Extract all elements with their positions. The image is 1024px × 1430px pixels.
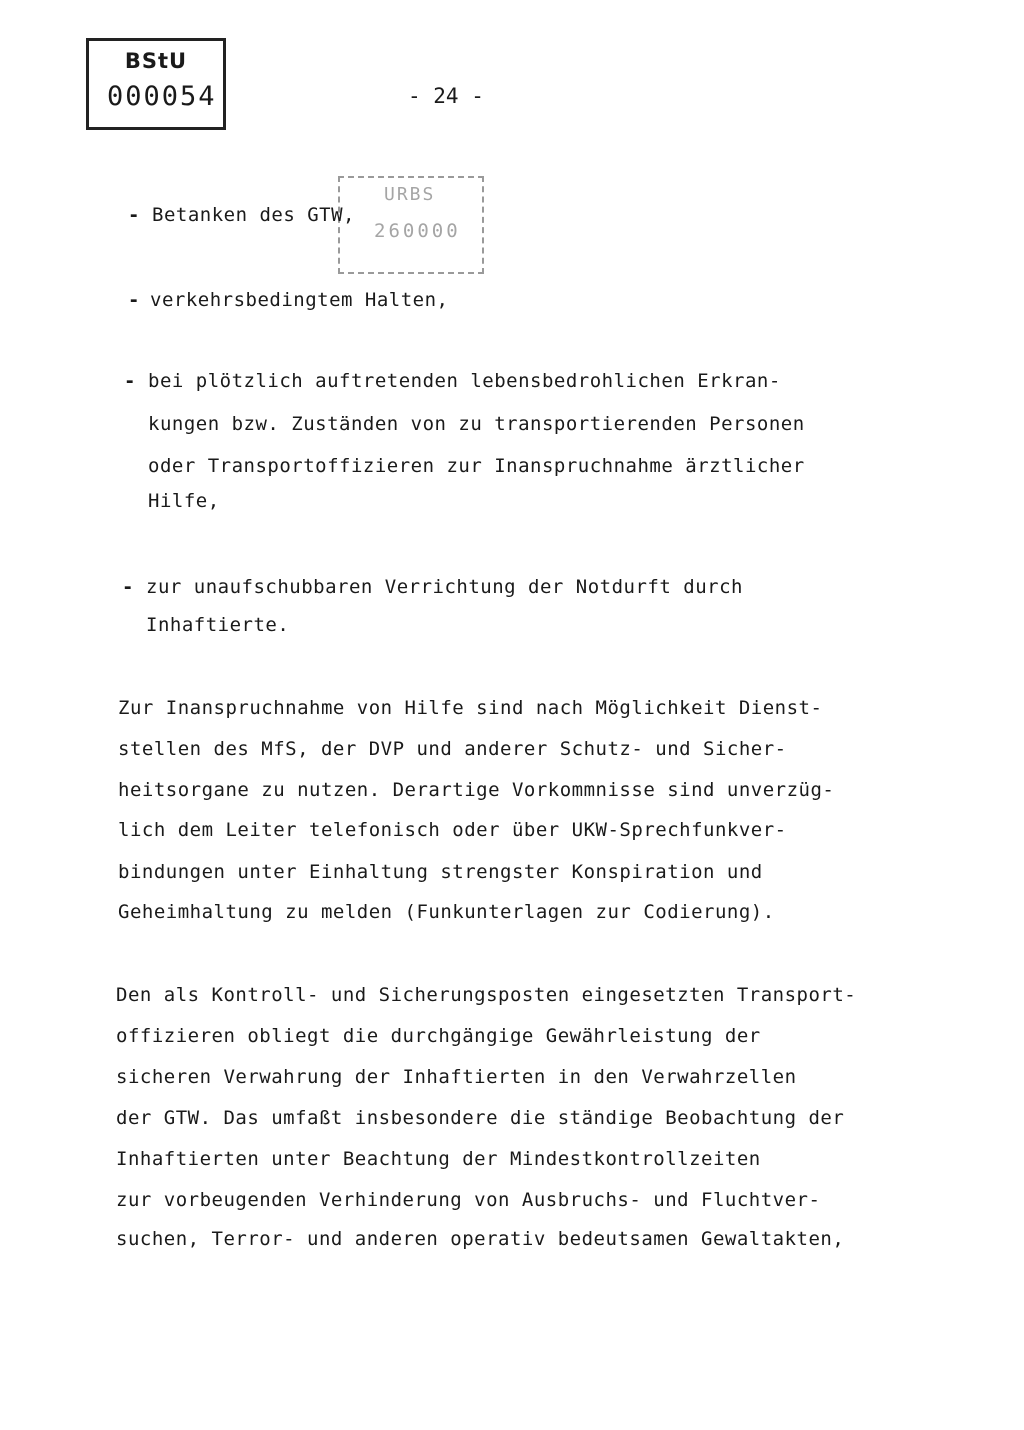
bullet-dash: - <box>122 576 134 598</box>
archive-stamp <box>86 38 226 130</box>
bullet-dash: - <box>124 370 136 392</box>
page-number: - 24 - <box>408 84 484 108</box>
paragraph-line: zur vorbeugenden Verhinderung von Ausbruchs- und Fluchtver- <box>116 1189 821 1211</box>
paragraph-line: heitsorgane zu nutzen. Derartige Vorkommnisse sind unverzüg- <box>118 779 835 801</box>
bullet-line: zur unaufschubbaren Verrichtung der Notdurft durch <box>146 576 743 598</box>
bullet-line: Betanken des GTW, <box>152 204 355 226</box>
paragraph-line: der GTW. Das umfaßt insbesondere die ständige Beobachtung der <box>116 1107 845 1129</box>
bullet-line: bei plötzlich auftretenden lebensbedrohlichen Erkran- <box>148 370 781 392</box>
bullet-line: Hilfe, <box>148 490 220 512</box>
paragraph-line: Inhaftierten unter Beachtung der Mindestkontrollzeiten <box>116 1148 761 1170</box>
faint-stamp-number: 260000 <box>374 220 461 242</box>
paragraph-line: Den als Kontroll- und Sicherungsposten eingesetzten Transport- <box>116 984 857 1006</box>
archive-stamp-number: 000054 <box>107 81 217 112</box>
paragraph-line: Zur Inanspruchnahme von Hilfe sind nach Möglichkeit Dienst- <box>118 697 823 719</box>
paragraph-line: lich dem Leiter telefonisch oder über UKW-Sprechfunkver- <box>118 819 787 841</box>
bullet-dash: - <box>128 204 140 226</box>
paragraph-line: suchen, Terror- und anderen operativ bedeutsamen Gewaltakten, <box>116 1228 845 1250</box>
faint-stamp <box>338 176 484 274</box>
bullet-line: Inhaftierte. <box>146 614 290 636</box>
paragraph-line: Geheimhaltung zu melden (Funkunterlagen zur Codierung). <box>118 901 775 923</box>
paragraph-line: stellen des MfS, der DVP und anderer Schutz- und Sicher- <box>118 738 787 760</box>
bullet-line: verkehrsbedingtem Halten, <box>150 289 449 311</box>
bullet-line: oder Transportoffizieren zur Inanspruchnahme ärztlicher <box>148 455 805 477</box>
paragraph-line: sicheren Verwahrung der Inhaftierten in den Verwahrzellen <box>116 1066 797 1088</box>
faint-stamp-org: URBS <box>384 184 436 205</box>
archive-stamp-org: BStU <box>124 49 188 73</box>
bullet-line: kungen bzw. Zuständen von zu transportierenden Personen <box>148 413 805 435</box>
paragraph-line: bindungen unter Einhaltung strengster Konspiration und <box>118 861 763 883</box>
paragraph-line: offizieren obliegt die durchgängige Gewährleistung der <box>116 1025 761 1047</box>
bullet-dash: - <box>128 289 140 311</box>
